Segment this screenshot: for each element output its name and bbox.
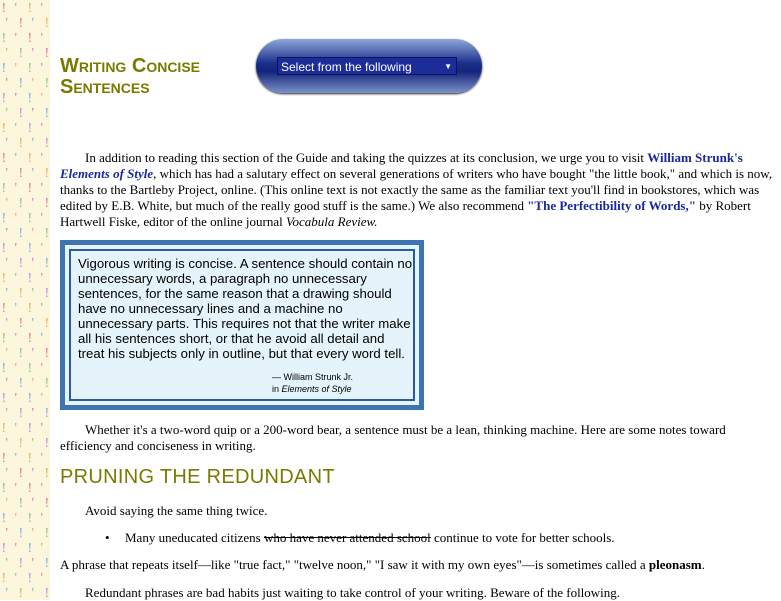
strunk-link-text: William Strunk's [647, 150, 743, 165]
margin-glyph-icon: ' [5, 166, 9, 181]
margin-glyph-icon: ! [44, 316, 50, 331]
margin-glyph-icon: ' [31, 406, 35, 421]
margin-glyph-icon: ! [44, 286, 50, 301]
journal-name: Vocabula Review. [286, 214, 378, 229]
strunk-quote-box [60, 240, 424, 410]
margin-glyph-icon: ! [44, 46, 50, 61]
margin-glyph-icon: ! [44, 496, 50, 511]
margin-glyph-icon: ! [27, 1, 33, 16]
margin-glyph-icon: ! [44, 406, 50, 421]
margin-glyph-icon: ! [18, 256, 24, 271]
margin-glyph-icon: ! [1, 391, 7, 406]
dropdown-arrow-icon: ▼ [444, 62, 452, 71]
margin-glyph-icon: ! [18, 346, 24, 361]
margin-glyph-icon: ' [14, 181, 18, 196]
margin-glyph-icon: ' [14, 361, 18, 376]
margin-glyph-icon: ! [27, 571, 33, 586]
margin-glyph-icon: ' [31, 436, 35, 451]
margin-glyph-icon: ' [31, 376, 35, 391]
margin-glyph-icon: ! [1, 331, 7, 346]
margin-glyph-icon: ! [18, 586, 24, 600]
margin-glyph-icon: ! [27, 181, 33, 196]
margin-glyph-icon: ! [18, 436, 24, 451]
margin-glyph-icon: ' [40, 91, 44, 106]
intro-text-3: by Robert Hartwell Fiske, editor of the online journal [60, 198, 751, 229]
intro-paragraph [60, 150, 778, 230]
margin-glyph-icon: ' [5, 586, 9, 600]
margin-glyph-icon: ! [27, 391, 33, 406]
lean-sentence-paragraph: Whether it's a two-word quip or a 200-word bear, a sentence must be a lean, thinking machine. Here are some notes toward efficiency and conciseness in writing. [60, 422, 726, 453]
margin-glyph-icon: ' [5, 286, 9, 301]
margin-glyph-icon: ! [1, 181, 7, 196]
margin-glyph-icon: ! [18, 136, 24, 151]
margin-glyph-icon: ' [31, 256, 35, 271]
margin-glyph-icon: ! [44, 196, 50, 211]
margin-glyph-icon: ' [31, 196, 35, 211]
margin-glyph-icon: ! [44, 466, 50, 481]
margin-glyph-icon: ' [5, 526, 9, 541]
margin-glyph-icon: ' [40, 151, 44, 166]
margin-glyph-icon: ' [14, 481, 18, 496]
margin-glyph-icon: ! [18, 496, 24, 511]
margin-glyph-icon: ! [44, 436, 50, 451]
margin-glyph-icon: ! [27, 541, 33, 556]
quote-text: Vigorous writing is concise. A sentence should contain no unnecessary words, a paragraph no unnecessary sentences, for the same reason that a drawing should have no unnecessary lines and a machine no unnecessary parts. This requires not that the writer make all his sentences short, or that he avoid all detail and treat his subjects only in outline, but that every word tell. [78, 256, 413, 361]
margin-glyph-icon: ! [1, 361, 7, 376]
margin-glyph-icon: ' [40, 421, 44, 436]
margin-glyph-icon: ' [14, 301, 18, 316]
margin-glyph-icon: ! [44, 16, 50, 31]
margin-glyph-icon: ' [14, 391, 18, 406]
intro-text-1: In addition to reading this section of the Guide and taking the quizzes at its conclusion, we urge you to visit [85, 150, 648, 165]
margin-glyph-icon: ' [40, 571, 44, 586]
margin-glyph-icon: ' [31, 136, 35, 151]
quote-author: — William Strunk Jr. [272, 372, 354, 382]
perfectibility-link[interactable]: "The Perfectibility of Words," [527, 198, 696, 213]
margin-glyph-icon: ! [44, 106, 50, 121]
margin-glyph-icon: ' [5, 406, 9, 421]
margin-glyph-icon: ' [5, 376, 9, 391]
quote-source [272, 383, 412, 395]
margin-glyph-icon: ' [40, 1, 44, 16]
margin-glyph-icon: ' [5, 496, 9, 511]
margin-glyph-icon: ! [27, 511, 33, 526]
margin-glyph-icon: ' [14, 571, 18, 586]
margin-glyph-icon: ' [31, 106, 35, 121]
bullet-text-b: continue to vote for better schools. [430, 530, 615, 545]
margin-glyph-icon: ' [40, 391, 44, 406]
section-heading: PRUNING THE REDUNDANT [60, 466, 335, 488]
margin-glyph-icon: ! [1, 271, 7, 286]
decorative-margin-strip [0, 0, 50, 600]
margin-glyph-icon: ' [14, 31, 18, 46]
margin-glyph-icon: ' [40, 481, 44, 496]
margin-glyph-icon: ! [27, 31, 33, 46]
margin-glyph-icon: ' [31, 46, 35, 61]
margin-glyph-icon: ! [1, 571, 7, 586]
margin-glyph-icon: ! [1, 541, 7, 556]
pleonasm-term: pleonasm [648, 557, 702, 572]
margin-glyph-icon: ' [14, 1, 18, 16]
margin-glyph-icon: ' [31, 16, 35, 31]
margin-glyph-icon: ! [44, 556, 50, 571]
quote-source-prefix: in [272, 384, 282, 394]
margin-glyph-icon: ' [5, 136, 9, 151]
margin-glyph-icon: ' [14, 91, 18, 106]
margin-glyph-icon: ' [5, 256, 9, 271]
bullet-icon: • [105, 530, 110, 545]
list-item [105, 530, 615, 546]
margin-glyph-icon: ! [1, 31, 7, 46]
quote-citation [272, 371, 412, 395]
margin-glyph-icon: ! [1, 1, 7, 16]
margin-glyph-icon: ' [14, 121, 18, 136]
margin-glyph-icon: ! [18, 526, 24, 541]
margin-glyph-icon: ! [1, 91, 7, 106]
margin-glyph-icon: ! [44, 346, 50, 361]
margin-glyph-icon: ! [44, 166, 50, 181]
margin-glyph-icon: ' [5, 196, 9, 211]
margin-glyph-icon: ! [27, 421, 33, 436]
margin-glyph-icon: ' [31, 496, 35, 511]
margin-glyph-icon: ! [27, 481, 33, 496]
avoid-repeat-paragraph: Avoid saying the same thing twice. [85, 503, 268, 518]
margin-glyph-icon: ! [27, 151, 33, 166]
intro-text-2: , which has had a salutary effect on several generations of writers who have bought "the little book," and which is now, thanks to the Bartleby Project, online. (This online text is not exactly the same as the familiar text you'll find in bookstores, which was edited by E.B. White, but much of the really good stuff is the same.) We also recommend [60, 166, 773, 213]
margin-glyph-icon: ' [40, 61, 44, 76]
margin-glyph-icon: ' [31, 346, 35, 361]
margin-glyph-icon: ' [14, 61, 18, 76]
margin-glyph-icon: ' [31, 556, 35, 571]
margin-glyph-icon: ! [27, 301, 33, 316]
bullet-strikethrough: who have never attended school [263, 530, 431, 545]
pleonasm-paragraph [60, 557, 778, 573]
margin-glyph-icon: ! [27, 271, 33, 286]
quote-source-title: Elements of Style [281, 384, 352, 394]
margin-glyph-icon: ' [31, 166, 35, 181]
margin-glyph-icon: ' [40, 241, 44, 256]
margin-glyph-icon: ! [18, 376, 24, 391]
margin-glyph-icon: ' [40, 211, 44, 226]
margin-glyph-icon: ! [1, 211, 7, 226]
pleonasm-text-b: . [701, 557, 705, 572]
margin-glyph-icon: ! [44, 256, 50, 271]
margin-glyph-icon: ! [1, 451, 7, 466]
margin-glyph-icon: ! [27, 61, 33, 76]
margin-glyph-icon: ' [14, 211, 18, 226]
margin-glyph-icon: ' [5, 466, 9, 481]
margin-glyph-icon: ' [5, 556, 9, 571]
margin-glyph-icon: ! [44, 376, 50, 391]
page-title [60, 56, 260, 98]
nav-select-label: Select from the following [281, 60, 412, 74]
margin-glyph-icon: ! [18, 556, 24, 571]
margin-glyph-icon: ! [27, 121, 33, 136]
margin-glyph-icon: ' [40, 121, 44, 136]
margin-glyph-icon: ! [18, 406, 24, 421]
margin-glyph-icon: ' [5, 226, 9, 241]
pleonasm-text-a: A phrase that repeats itself—like "true fact," "twelve noon," "I saw it with my own eyes"—is sometimes called a [60, 557, 649, 572]
margin-glyph-icon: ! [18, 46, 24, 61]
margin-glyph-icon: ! [27, 331, 33, 346]
margin-glyph-icon: ' [14, 541, 18, 556]
margin-glyph-icon: ! [1, 241, 7, 256]
margin-glyph-icon: ! [1, 511, 7, 526]
margin-glyph-icon: ! [18, 166, 24, 181]
margin-glyph-icon: ' [40, 451, 44, 466]
margin-glyph-icon: ' [5, 436, 9, 451]
margin-glyph-icon: ' [31, 286, 35, 301]
margin-glyph-icon: ' [5, 346, 9, 361]
margin-glyph-icon: ' [31, 466, 35, 481]
margin-glyph-icon: ' [40, 271, 44, 286]
margin-glyph-icon: ' [5, 16, 9, 31]
margin-glyph-icon: ' [14, 421, 18, 436]
margin-glyph-icon: ' [14, 451, 18, 466]
margin-glyph-icon: ! [18, 196, 24, 211]
margin-glyph-icon: ! [18, 226, 24, 241]
page-title-line1: Writing Concise [60, 55, 200, 77]
margin-glyph-icon: ' [14, 331, 18, 346]
margin-glyph-icon: ! [27, 91, 33, 106]
margin-glyph-icon: ! [18, 16, 24, 31]
margin-glyph-icon: ' [40, 511, 44, 526]
margin-glyph-icon: ! [44, 226, 50, 241]
bullet-text-a: Many uneducated citizens [125, 530, 264, 545]
margin-glyph-icon: ' [5, 46, 9, 61]
margin-glyph-icon: ' [14, 151, 18, 166]
margin-glyph-icon: ' [14, 511, 18, 526]
margin-glyph-icon: ' [5, 106, 9, 121]
margin-glyph-icon: ' [14, 271, 18, 286]
margin-glyph-icon: ! [27, 241, 33, 256]
margin-glyph-icon: ' [40, 31, 44, 46]
margin-glyph-icon: ' [40, 331, 44, 346]
margin-glyph-icon: ' [40, 361, 44, 376]
margin-glyph-icon: ! [27, 211, 33, 226]
margin-glyph-icon: ! [1, 481, 7, 496]
strunk-link-title: Elements of Style [60, 166, 154, 181]
margin-glyph-icon: ! [18, 286, 24, 301]
margin-glyph-icon: ! [18, 106, 24, 121]
redundant-phrases-paragraph: Redundant phrases are bad habits just waiting to take control of your writing. Beware of the following. [85, 585, 621, 600]
margin-glyph-icon: ! [18, 76, 24, 91]
margin-glyph-icon: ! [27, 361, 33, 376]
margin-glyph-icon: ' [5, 76, 9, 91]
margin-glyph-icon: ! [44, 526, 50, 541]
margin-glyph-icon: ! [1, 61, 7, 76]
page-title-line2: Sentences [60, 76, 150, 98]
margin-glyph-icon: ' [31, 586, 35, 600]
margin-glyph-icon: ' [31, 76, 35, 91]
margin-glyph-icon: ' [31, 226, 35, 241]
margin-glyph-icon: ! [27, 451, 33, 466]
margin-glyph-icon: ! [1, 421, 7, 436]
margin-glyph-icon: ' [14, 241, 18, 256]
margin-glyph-icon: ! [44, 76, 50, 91]
margin-glyph-icon: ! [18, 466, 24, 481]
nav-select-dropdown[interactable] [277, 57, 457, 75]
margin-glyph-icon: ' [40, 301, 44, 316]
margin-glyph-icon: ' [31, 316, 35, 331]
margin-glyph-icon: ' [40, 541, 44, 556]
margin-glyph-icon: ' [31, 526, 35, 541]
margin-glyph-icon: ! [44, 586, 50, 600]
margin-glyph-icon: ! [1, 301, 7, 316]
margin-glyph-icon: ! [1, 151, 7, 166]
margin-glyph-icon: ' [5, 316, 9, 331]
margin-glyph-icon: ! [18, 316, 24, 331]
margin-glyph-icon: ! [1, 121, 7, 136]
margin-glyph-icon: ! [44, 136, 50, 151]
margin-glyph-icon: ' [40, 181, 44, 196]
